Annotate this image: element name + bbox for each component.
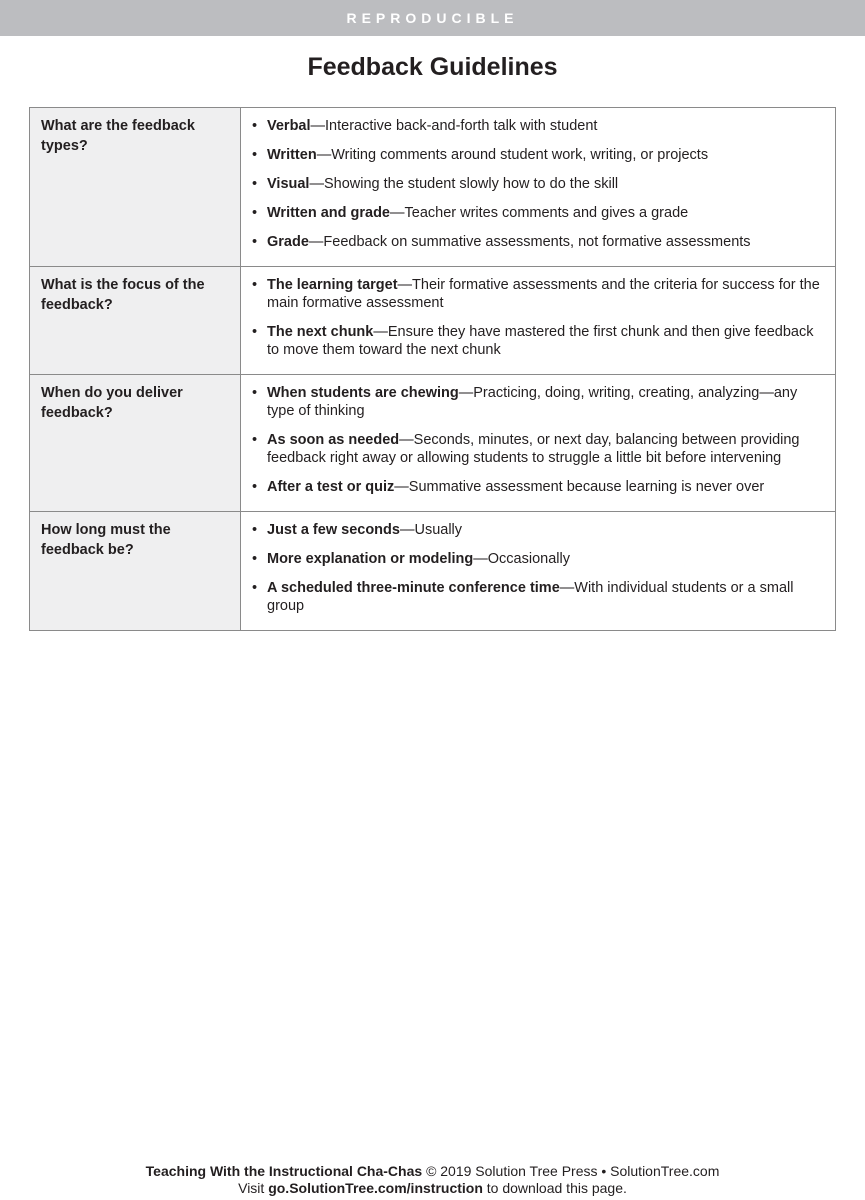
bullet-icon: • [252,176,258,192]
item-description: Showing the student slowly how to do the skill [323,176,619,192]
table-row [30,267,836,375]
answer-list [252,384,823,496]
bullet-icon: • [252,205,258,221]
list-item: • Grade—Feedback on summative assessments, not formative assessments [252,234,751,250]
bullet-icon: • [252,118,258,134]
footer-line-2 [0,1180,865,1197]
question-cell: What are the feedback types? [30,108,241,267]
item-term: Written and grade [267,205,390,221]
guidelines-table-body [30,108,836,631]
list-item: • Verbal—Interactive back-and-forth talk with student [252,118,598,134]
item-description: Their formative assessments and the criteria for success for the main formative assessment [267,277,820,311]
item-description: Ensure they have mastered the first chunk and then give feedback to move them toward the next chunk [267,324,814,358]
list-item: • As soon as needed—Seconds, minutes, or next day, balancing between providing feedback right away or allowing students to struggle a little bit before intervening [252,432,800,466]
item-term: As soon as needed [267,432,400,448]
answer-list [252,117,823,251]
item-description: Usually [414,522,463,538]
bullet-icon: • [252,324,258,340]
bullet-icon: • [252,580,258,596]
item-description: Teacher writes comments and gives a grade [404,205,689,221]
footer-copyright: © 2019 Solution Tree Press • SolutionTree.com [426,1163,720,1179]
bullet-icon: • [252,234,258,250]
bullet-icon: • [252,385,258,401]
item-term: Written [267,147,317,163]
list-item: • The next chunk—Ensure they have mastered the first chunk and then give feedback to move them toward the next chunk [252,324,814,358]
page-footer [0,1163,865,1197]
item-description: Practicing, doing, writing, creating, analyzing—any type of thinking [267,385,798,419]
item-description: Seconds, minutes, or next day, balancing between providing feedback right away or allowing students to struggle a little bit before intervening [267,432,800,466]
list-item: • More explanation or modeling—Occasionally [252,551,570,567]
item-term: The learning target [267,277,398,293]
item-term: The next chunk [267,324,374,340]
item-description: Summative assessment because learning is never over [408,479,765,495]
bullet-icon: • [252,147,258,163]
footer-download-text: to download this page. [486,1180,627,1196]
guidelines-table [29,107,836,631]
list-item: • A scheduled three-minute conference time—With individual students or a small group [252,580,794,614]
answer-list [252,276,823,359]
answer-cell [241,512,836,631]
item-term: After a test or quiz [267,479,395,495]
item-term: Just a few seconds [267,522,400,538]
bullet-icon: • [252,277,258,293]
list-item: • The learning target—Their formative assessments and the criteria for success for the main formative assessment [252,277,820,311]
item-term: Verbal [267,118,311,134]
item-term: When students are chewing [267,385,459,401]
banner-label: REPRODUCIBLE [346,10,519,26]
footer-book-title: Teaching With the Instructional Cha-Chas [145,1163,423,1179]
table-row [30,375,836,512]
table-row [30,512,836,631]
list-item: • After a test or quiz—Summative assessment because learning is never over [252,479,765,495]
question-cell: What is the focus of the feedback? [30,267,241,375]
question-cell: How long must the feedback be? [30,512,241,631]
footer-line-1 [0,1163,865,1180]
reproducible-banner [0,0,865,36]
footer-visit-text: Visit [238,1180,265,1196]
answer-cell [241,375,836,512]
item-description: Interactive back-and-forth talk with student [325,118,598,134]
list-item: • When students are chewing—Practicing, doing, writing, creating, analyzing—any type of thinking [252,385,798,419]
list-item: • Just a few seconds—Usually [252,522,463,538]
list-item: • Written—Writing comments around student work, writing, or projects [252,147,709,163]
item-description: Writing comments around student work, writing, or projects [331,147,709,163]
item-description: Feedback on summative assessments, not formative assessments [323,234,751,250]
bullet-icon: • [252,479,258,495]
item-term: Visual [267,176,310,192]
question-cell: When do you deliver feedback? [30,375,241,512]
item-description: With individual students or a small group [267,580,794,614]
bullet-icon: • [252,432,258,448]
footer-download-link[interactable]: go.SolutionTree.com/instruction [268,1180,483,1196]
list-item: • Written and grade—Teacher writes comments and gives a grade [252,205,689,221]
answer-list [252,521,823,615]
item-term: Grade [267,234,309,250]
bullet-icon: • [252,551,258,567]
item-description: Occasionally [487,551,570,567]
item-term: A scheduled three-minute conference time [267,580,560,596]
item-term: More explanation or modeling [267,551,474,567]
list-item: • Visual—Showing the student slowly how to do the skill [252,176,619,192]
table-row [30,108,836,267]
answer-cell [241,108,836,267]
page-title: Feedback Guidelines [307,53,558,81]
answer-cell [241,267,836,375]
bullet-icon: • [252,522,258,538]
